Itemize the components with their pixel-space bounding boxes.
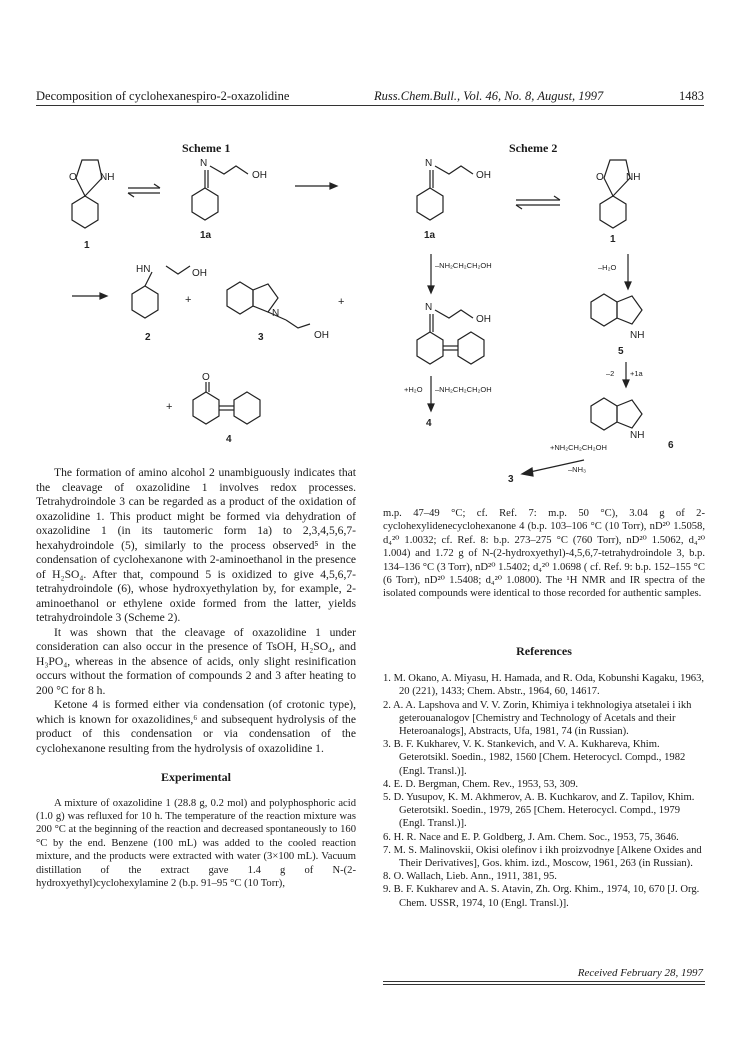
svg-text:OH: OH [252, 170, 267, 181]
svg-text:–2: –2 [606, 369, 615, 378]
reference-item: 1. M. Okano, A. Miyasu, H. Hamada, and R. Oda, Kobunshi Kagaku, 1963, 20 (221), 1433; Chem. Abstr., 1964, 60, 14617. [383, 673, 705, 698]
label-1: 1 [84, 240, 90, 251]
reference-item: 8. O. Wallach, Lieb. Ann., 1911, 381, 95. [383, 871, 557, 883]
received-date: Received February 28, 1997 [577, 967, 703, 979]
svg-text:OH: OH [314, 330, 329, 341]
compound-2-structure [132, 264, 207, 343]
svg-text:+1a: +1a [630, 369, 643, 378]
equilibrium-arrow-1 [128, 184, 160, 197]
svg-text:OH: OH [476, 170, 491, 181]
paragraph-3: Ketone 4 is formed either via condensation (of crotonic type), which is known for oxazolidines,⁶ and subsequent hydrolysis of the product of this condensation or via condensation of the cyclohexanone resulting from the hydrolysis of oxazolidine 1. [36, 698, 356, 755]
svg-text:–H₂O: –H₂O [598, 263, 617, 272]
svg-text:N: N [200, 158, 208, 169]
s2-arrow-down-4 [606, 362, 644, 387]
label-2: 2 [145, 332, 151, 343]
svg-text:+H₂O: +H₂O [404, 385, 423, 394]
svg-text:NH: NH [626, 172, 641, 183]
svg-text:–NH₃: –NH₃ [568, 465, 587, 474]
references-section [383, 645, 705, 910]
running-header [36, 89, 704, 106]
journal-citation: Russ.Chem.Bull., Vol. 46, No. 8, August, 1997 [374, 89, 604, 103]
left-column [36, 466, 356, 890]
svg-text:O: O [596, 172, 604, 183]
article-title: Decomposition of cyclohexanespiro-2-oxazolidine [36, 89, 290, 103]
svg-text:+: + [166, 401, 173, 413]
s2-arrow-down-2 [598, 254, 631, 289]
svg-text:N: N [425, 302, 433, 313]
plus-sign: + [185, 294, 192, 306]
s2-arrow-down-1 [428, 254, 492, 293]
s2-arrow-to-3 [508, 443, 607, 485]
s2-equilibrium-arrow [516, 196, 560, 209]
page-number: 1483 [679, 89, 704, 103]
right-column-continuation [383, 507, 705, 601]
svg-text:NH: NH [630, 330, 645, 341]
svg-text:N: N [425, 158, 433, 169]
svg-text:NH: NH [630, 430, 645, 441]
reference-item: 3. B. F. Kukharev, V. K. Stankevich, and V. A. Kukhareva, Khim. Geterotsikl. Soedin., 1982, 1560 [Chem. Heterocycl. Compd., 1982 (Engl. Transl.)]. [383, 739, 686, 777]
svg-text:3: 3 [508, 474, 514, 485]
scheme1-title: Scheme 1 [182, 141, 231, 155]
label-1a: 1a [200, 230, 212, 241]
svg-text:O: O [202, 372, 210, 383]
reference-item: 6. H. R. Nace and E. P. Goldberg, J. Am. Chem. Soc., 1953, 75, 3646. [383, 831, 679, 843]
reference-item: 9. B. F. Kukharev and A. S. Atavin, Zh. Org. Khim., 1974, 10, 670 [J. Org. Chem. USSR, 1974, 10 (Engl. Transl.)]. [383, 884, 700, 909]
svg-text:HN: HN [136, 264, 151, 275]
scheme2-title: Scheme 2 [509, 141, 558, 155]
compound-1-structure [69, 160, 114, 251]
bottom-rule-2 [383, 984, 705, 985]
s2-compound-1 [596, 160, 640, 245]
label-4: 4 [226, 434, 232, 445]
compound-4-structure [166, 372, 260, 445]
svg-text:O: O [69, 172, 77, 183]
experimental-continuation: m.p. 47–49 °C; cf. Ref. 7: m.p. 50 °C), 3.04 g of 2-cyclohexylidenecyclohexanone 4 (b.p. 103–106 °C (10 Torr), nD²⁰ 1.5058, d₄²⁰ 1.0032; cf. Ref. 8: b.p. 273–275 °C (760 Torr), nD²⁰ 1.5062, d₄²⁰ 1.004) and 1.72 g of N-(2-hydroxyethyl)-4,5,6,7-tetrahydroindole 3, b.p. 134–136 °C (3 Torr), nD²⁰ 1.5402; d₄²⁰ 1.0698 ( cf. Ref. 9: b.p. 152–155 °C (6 Torr), nD²⁰ 1.5408; d₄²⁰ 1.0800). The ¹H NMR and IR spectra of the isolated compounds were identical to those recorded for authentic samples. [383, 508, 705, 600]
reaction-arrow-2 [72, 293, 107, 299]
s2-compound-5 [591, 294, 644, 357]
s2-arrow-down-3 [404, 376, 492, 429]
experimental-text: A mixture of oxazolidine 1 (28.8 g, 0.2 mol) and polyphosphoric acid (1.0 g) was refluxed for 10 h. The temperature of the reaction mixture was 200 °C at the beginning of the reaction and decreased spontaneously to 160 °C by the end. Benzene (100 mL) was added to the cooled reaction mixture, and the products were extracted with water (3×100 mL). Vacuum distillation of the extract gave 1.4 g of N-(2-hydroxyethyl)cyclohexylamine 2 (b.p. 91–95 °C (10 Torr), [36, 797, 356, 889]
bottom-rule [383, 981, 705, 982]
svg-text:–NH₂CH₂CH₂OH: –NH₂CH₂CH₂OH [435, 385, 492, 394]
svg-text:–NH₂CH₂CH₂OH: –NH₂CH₂CH₂OH [435, 261, 492, 270]
s2-condensation-product [417, 302, 491, 364]
svg-text:1: 1 [610, 234, 616, 245]
svg-text:5: 5 [618, 346, 624, 357]
scheme2-diagram [404, 148, 704, 488]
reference-item: 2. A. A. Lapshova and V. V. Zorin, Khimiya i tekhnologiya atsetalei i ikh geterouanalogov [Chemistry and Technology of Acetals and their Heteroanalogs], Abstracts, Ufa, 1981, 74 (in Russian). [383, 699, 692, 738]
reaction-arrow-1 [295, 183, 337, 189]
svg-text:4: 4 [426, 418, 432, 429]
svg-text:OH: OH [476, 314, 491, 325]
scheme1-diagram [40, 148, 380, 478]
reference-item: 7. M. S. Malinovskii, Okisi olefinov i ikh proizvodnye [Alkene Oxides and Their Derivatives], Gos. khim. izd., Moscow, 1961, 263 (in Russian). [383, 844, 702, 870]
svg-text:NH: NH [100, 172, 115, 183]
svg-text:6: 6 [668, 440, 674, 451]
paragraph-2: It was shown that the cleavage of oxazolidine 1 under consideration can also occur in the presence of TsOH, H₂SO₄, and H₃PO₄, whereas in the absence of acids, only slight resinification occurs without the formation of compounds 2 and 3 after heating to 200 °C for 8 h. [36, 625, 356, 697]
experimental-heading: Experimental [161, 770, 231, 784]
svg-text:N: N [272, 308, 280, 319]
s2-compound-1a [417, 158, 491, 241]
compound-3-structure [227, 282, 329, 343]
compound-1a-structure [192, 158, 267, 241]
references-heading: References [516, 644, 572, 658]
reference-item: 4. E. D. Bergman, Chem. Rev., 1953, 53, 309. [383, 778, 579, 790]
label-3: 3 [258, 332, 264, 343]
svg-text:1a: 1a [424, 230, 436, 241]
svg-text:+NH₂CH₂CH₂OH: +NH₂CH₂CH₂OH [550, 443, 607, 452]
reference-item: 5. D. Yusupov, K. M. Akhmerov, A. B. Kuchkarov, and Z. Tapilov, Khim. Geterotsikl. Soedin., 1979, 265 [Chem. Heterocycl. Compd., 1979 (Engl. Transl.)]. [383, 792, 695, 830]
svg-text:OH: OH [192, 268, 207, 279]
svg-text:+: + [338, 296, 345, 308]
paragraph-1: The formation of amino alcohol 2 unambiguously indicates that the cleavage of oxazolidine 1 involves redox processes. Tetrahydroindole 3 can be regarded as a product of the oxidation of oxazolidine 1. This product might be formed via dehydration of oxazolidine 1 (in its tautomeric form 1a) to 2,3,4,5,6,7-hexahydroindole (5), similarly to the process observed⁵ in the condensation of cyclohexanone with 2-aminoethanol in the presence of H₂SO₄. After that, compound 5 is oxidized to give 4,5,6,7-tetrahydroindole (6), whose hydroxyethylation by, for example, 2-aminoethanol or ethylene oxide formed from the latter, yields tetrahydroindole 3 (Scheme 2). [36, 466, 356, 624]
